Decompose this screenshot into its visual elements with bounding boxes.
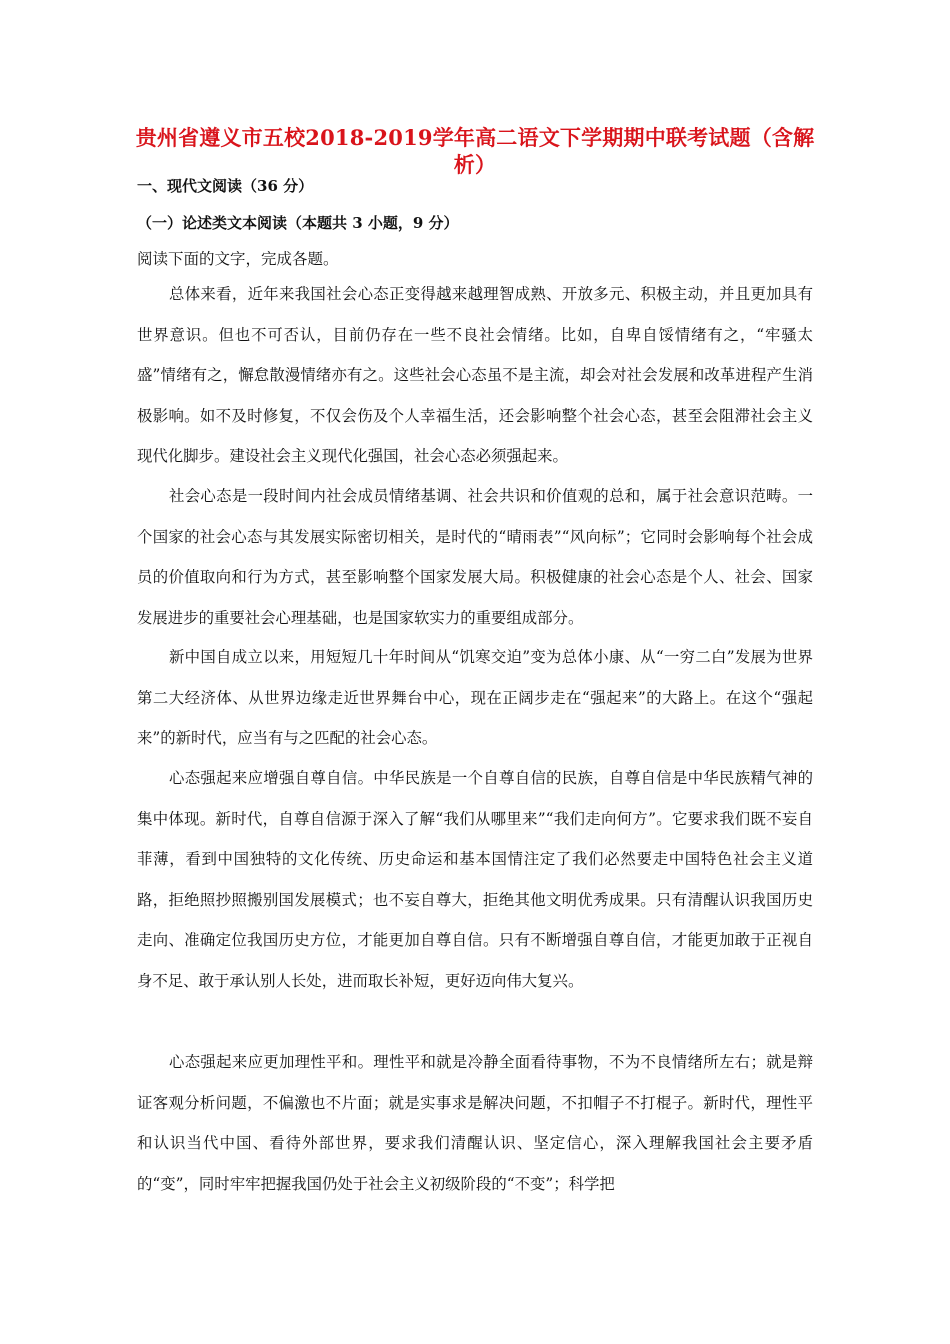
paragraph-1: 总体来看，近年来我国社会心态正变得越来越理智成熟、开放多元、积极主动，并且更加具有世界意识。但也不可否认，目前仍存在一些不良社会情绪。比如，自卑自馁情绪有之，“牢骚太盛”情绪有之，懈怠散漫情绪亦有之。这些社会心态虽不是主流，却会对社会发展和改革进程产生消极影响。如不及时修复，不仅会伤及个人幸福生活，还会影响整个社会心态，甚至会阻滞社会主义现代化脚步。建设社会主义现代化强国，社会心态必须强起来。 — [137, 285, 813, 465]
paragraph-4: 心态强起来应增强自尊自信。中华民族是一个自尊自信的民族，自尊自信是中华民族精气神的集中体现。新时代，自尊自信源于深入了解“我们从哪里来”“我们走向何方”。它要求我们既不妄自菲薄，看到中国独特的文化传统、历史命运和基本国情注定了我们必然要走中国特色社会主义道路，拒绝照抄照搬别国发展模式；也不妄自尊大，拒绝其他文明优秀成果。只有清醒认识我国历史走向、准确定位我国历史方位，才能更加自尊自信。只有不断增强自尊自信，才能更加敢于正视自身不足、敢于承认别人长处，进而取长补短，更好迈向伟大复兴。 — [137, 769, 813, 990]
subsection-heading: （一）论述类文本阅读（本题共 3 小题，9 分） — [137, 214, 459, 232]
document-title: 贵州省遵义市五校2018-2019学年高二语文下学期期中联考试题（含解析） — [135, 125, 815, 177]
paragraph-2: 社会心态是一段时间内社会成员情绪基调、社会共识和价值观的总和，属于社会意识范畴。一个国家的社会心态与其发展实际密切相关，是时代的“晴雨表”“风向标”；它同时会影响每个社会成员的价值取向和行为方式，甚至影响整个国家发展大局。积极健康的社会心态是个人、社会、国家发展进步的重要社会心理基础，也是国家软实力的重要组成部分。 — [137, 487, 813, 627]
paragraph-3: 新中国自成立以来，用短短几十年时间从“饥寒交迫”变为总体小康、从“一穷二白”发展为世界第二大经济体、从世界边缘走近世界舞台中心，现在正阔步走在“强起来”的大路上。在这个“强起来”的新时代，应当有与之匹配的社会心态。 — [137, 648, 813, 747]
section-heading: 一、现代文阅读（36 分） — [137, 177, 314, 195]
instruction-text: 阅读下面的文字，完成各题。 — [137, 250, 339, 268]
paragraph-5: 心态强起来应更加理性平和。理性平和就是冷静全面看待事物，不为不良情绪所左右；就是辩证客观分析问题，不偏激也不片面；就是实事求是解决问题，不扣帽子不打棍子。新时代，理性平和认识当代中国、看待外部世界，要求我们清醒认识、坚定信心，深入理解我国社会主要矛盾的“变”，同时牢牢把握我国仍处于社会主义初级阶段的“不变”；科学把 — [137, 1053, 813, 1193]
